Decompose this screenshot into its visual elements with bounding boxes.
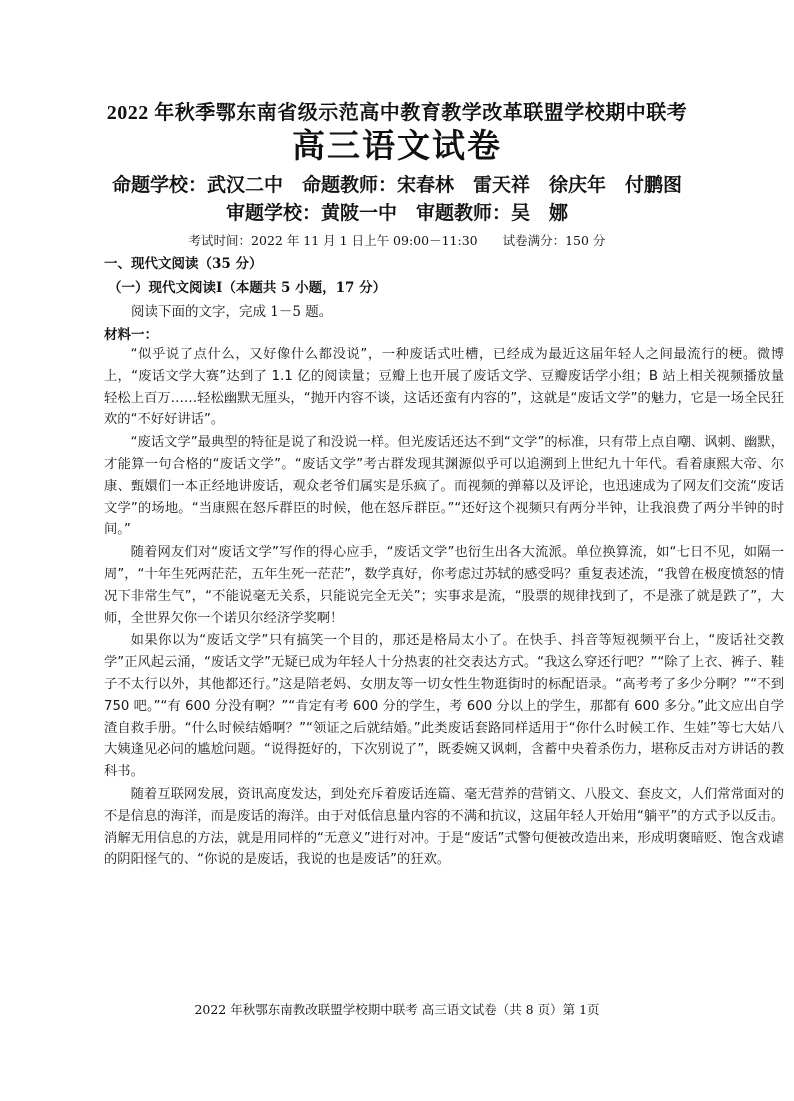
material-body <box>104 344 784 871</box>
paragraph: 如果你以为“废话文学”只有搞笑一个目的，那还是格局太小了。在快手、抖音等短视频平台上，“废话社交教学”正风起云涌，“废话文学”无疑已成为年轻人十分热衷的社交表达方式。“我这么穿还行吧？”“除了上衣、裤子、鞋子不太行以外，其他都还行。”这是陪老妈、女朋友等一切女性生物逛街时的标配语录。“高考考了多少分啊？”“不到 750 吧。”“有 600 分没有啊？”“肯定有考 600 分的学生，考 600 分以上的学生，那都有 600 多分。”此文应出自学渣自救手册。“什么时候结婚啊？”“领证之后就结婚。”此类废话套路同样适用于“你什么时候工作、生娃”等七大姑八大姨逢见必问的尴尬问题。“说得挺好的，下次别说了”，既委婉又讽刺，含蓄中央着杀伤力，堪称反击对方讲话的教科书。 <box>104 633 784 780</box>
paper-title: 高三语文试卷 <box>292 126 502 165</box>
sub-section-heading: （一）现代文阅读Ⅰ（本题共 5 小题，17 分） <box>108 280 387 296</box>
authors-line: 命题学校：武汉二中 命题教师：宋春林 雷天祥 徐庆年 付鹏图 <box>111 174 682 196</box>
page-footer: 2022 年秋鄂东南教改联盟学校期中联考 高三语文试卷（共 8 页）第 1页 <box>194 1002 600 1017</box>
paragraph: 随着互联网发展，资讯高度发达，到处充斥着废话连篇、毫无营养的营销文、八股文、套皮文，人们常常面对的不是信息的海洋，而是废话的海洋。由于对低信息量内容的不满和抗议，这届年轻人开始用“躺平”的方式予以反击。消解无用信息的方法，就是用同样的“无意义”进行对冲。于是“废话”式警句便被改造出来，形成明褒暗贬、饱含戏谑的阴阳怪气的、“你说的是废话，我说的也是废话”的狂欢。 <box>104 786 784 868</box>
paragraph: “似乎说了点什么，又好像什么都没说”，一种废话式吐槽，已经成为最近这届年轻人之间最流行的梗。微博上，“废话文学大赛”达到了 1.1 亿的阅读量；豆瓣上也开展了废话文学、豆瓣废话学小组；B 站上相关视频播放量轻松上百万……轻松幽默无厘头，“抛开内容不谈，这话还蛮有内容的”，这就是“废话文学”的魅力，它是一场全民狂欢的“不好好讲话”。 <box>104 347 784 428</box>
section-heading: 一、现代文阅读（35 分） <box>104 256 263 272</box>
paragraph: “废话文学”最典型的特征是说了和没说一样。但光废话还达不到“文学”的标准，只有带上点自嘲、讽刺、幽默，才能算一句合格的“废话文学”。“废话文学”考古群发现其渊源似乎可以追溯到上世纪九十年代。看着康熙大帝、尔康、甄嬛们一本正经地讲废话，观众老爷们属实是乐疯了。而视频的弹幕以及评论，也迅速成为了网友们交流“废话文学”的场地。“当康熙在怒斥群臣的时候，他在怒斥群臣。”“还好这个视频只有两分半钟，让我浪费了两分半钟的时间。” <box>104 435 784 538</box>
paragraph: 随着网友们对“废话文学”写作的得心应手，“废话文学”也衍生出各大流派。单位换算流，如“七日不见，如隔一周”，“十年生死两茫茫，五年生死一茫茫”，数学真好，你考虑过苏轼的感受吗？重复表述流，“我曾在极度愤怒的情况下非常生气”，“不能说毫无关系，只能说完全无关”；实事求是流，“股票的规律找到了，不是涨了就是跌了”，大师，全世界欠你一个诺贝尔经济学奖啊！ <box>104 545 784 626</box>
material-label: 材料一： <box>104 327 158 343</box>
exam-title: 2022 年秋季鄂东南省级示范高中教育教学改革联盟学校期中联考 <box>106 102 688 124</box>
reviewers-line: 审题学校：黄陂一中 审题教师：吴 娜 <box>225 202 568 224</box>
reading-instruction: 阅读下面的文字，完成 1－5 题。 <box>131 304 333 320</box>
exam-info: 考试时间：2022 年 11 月 1 日上午 09:00－11:30 试卷满分：150 分 <box>188 233 606 248</box>
